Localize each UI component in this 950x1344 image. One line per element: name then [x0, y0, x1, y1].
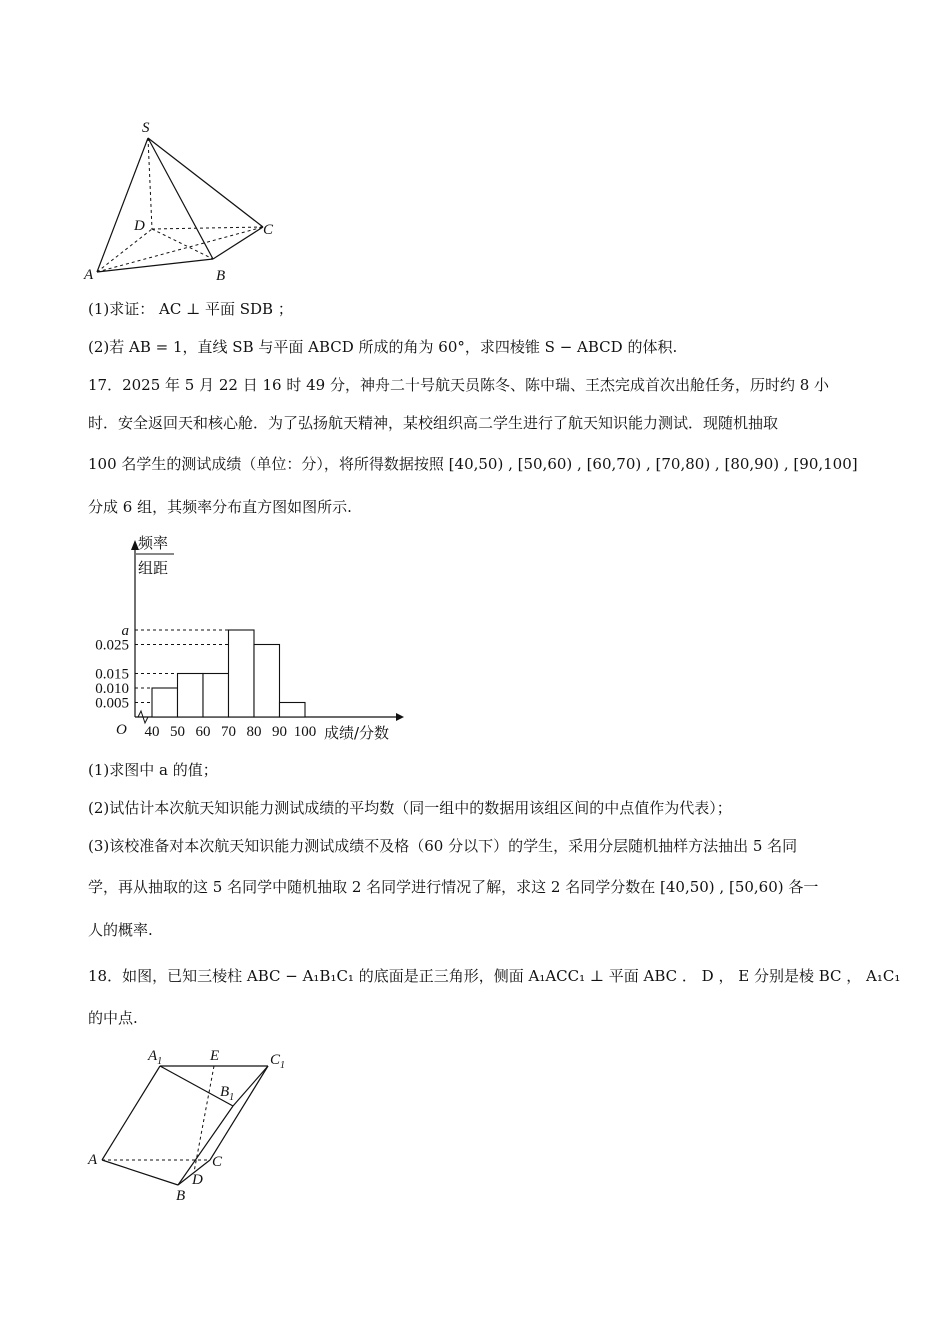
- ytick-label-4: 0.005: [95, 695, 129, 712]
- xtick-label-60: 60: [195, 724, 211, 740]
- vertex-A: A: [84, 267, 94, 283]
- q17-line2: 时．安全返回天和核心舱．为了弘扬航天精神，某校组织高二学生进行了航天知识能力测试．现随机抽取: [88, 414, 779, 432]
- edge-CC1: [210, 1066, 268, 1160]
- q17-part3-line1: (3)该校准备对本次航天知识能力测试成绩不及格（60 分以下）的学生，采用分层随机抽样方法抽出 5 名同: [88, 837, 798, 855]
- vertex-D: D: [134, 218, 145, 234]
- xtick-label-100: 100: [293, 724, 317, 740]
- edge-SB: [148, 138, 213, 259]
- ytick-label-0: a: [121, 623, 129, 639]
- prism-figure: [80, 1040, 300, 1210]
- vertex-E: E: [210, 1048, 220, 1064]
- q17-part3-line2: 学，再从抽取的这 5 名同学中随机抽取 2 名同学进行情况了解，求这 2 名同学分数在 [40,50) , [50,60) 各一: [88, 878, 819, 896]
- q17-line4: 分成 6 组，其频率分布直方图如图所示.: [88, 498, 352, 516]
- q18-line2: 的中点.: [88, 1009, 138, 1027]
- bar-60: [203, 674, 229, 718]
- bar-80: [254, 645, 280, 718]
- q17-part3-line3: 人的概率.: [88, 921, 153, 939]
- q16-part2: (2)若 AB = 1，直线 SB 与平面 ABCD 所成的角为 60°，求四棱锥 S − ABCD 的体积.: [88, 338, 678, 356]
- bar-70: [229, 630, 255, 717]
- xtick-label-90: 90: [272, 724, 287, 740]
- vertex-C1: $C_1$: [270, 1052, 286, 1071]
- xtick-label-70: 70: [221, 724, 236, 740]
- edge-BB1: [178, 1106, 233, 1185]
- vertex-C: C: [263, 222, 274, 238]
- origin-label: O: [116, 722, 127, 738]
- x-axis-arrow: [396, 713, 404, 721]
- ylabel-top: 频率: [138, 534, 169, 552]
- vertex-A: A: [88, 1152, 98, 1168]
- vertex-B: B: [216, 268, 226, 284]
- q17-part1: (1)求图中 a 的值；: [88, 761, 218, 779]
- bar-50: [178, 674, 204, 718]
- q17-line1: 17．2025 年 5 月 22 日 16 时 49 分，神舟二十号航天员陈冬、陈中瑞、王杰完成首次出舱任务，历时约 8 小: [88, 376, 830, 394]
- segment-ED: [194, 1066, 214, 1172]
- bar-40: [152, 688, 178, 717]
- xlabel: 成绩/分数: [324, 724, 390, 742]
- edge-SC: [148, 138, 263, 227]
- vertex-D: D: [192, 1172, 203, 1188]
- diag-AC: [97, 227, 263, 272]
- vertex-B1: $B_1$: [220, 1084, 235, 1103]
- ytick-label-3: 0.010: [95, 681, 129, 697]
- edge-DC: [152, 227, 263, 229]
- vertex-S: S: [142, 120, 150, 136]
- q16-part1: (1)求证： AC ⊥ 平面 SDB ；: [88, 300, 293, 318]
- frequency-histogram: [80, 526, 420, 748]
- xtick-label-40: 40: [144, 724, 160, 740]
- ytick-label-1: 0.025: [95, 637, 129, 654]
- edge-AB: [97, 259, 213, 272]
- pyramid-figure: [80, 112, 290, 292]
- q17-line3: 100 名学生的测试成绩（单位：分），将所得数据按照 [40,50) , [50,60) , [60,70) , [70,80) , [80,90) , [90,100]: [88, 455, 858, 473]
- edge-SD: [148, 138, 152, 229]
- xtick-label-50: 50: [170, 724, 185, 740]
- bar-90: [280, 703, 306, 718]
- edge-AA1: [102, 1066, 160, 1160]
- edge-B1C1: [233, 1066, 268, 1106]
- xtick-label-80: 80: [246, 724, 262, 740]
- vertex-B: B: [176, 1188, 186, 1204]
- ytick-label-2: 0.015: [95, 666, 129, 683]
- vertex-C: C: [212, 1154, 223, 1170]
- edge-BC: [213, 227, 263, 259]
- q18-line1: 18．如图，已知三棱柱 ABC − A₁B₁C₁ 的底面是正三角形，侧面 A₁ACC₁ ⊥ 平面 ABC ． D ， E 分别是棱 BC ， A₁C₁: [88, 967, 901, 985]
- q17-part2: (2)试估计本次航天知识能力测试成绩的平均数（同一组中的数据用该组区间的中点值作为代表）；: [88, 799, 732, 817]
- edge-AB: [102, 1160, 178, 1185]
- vertex-A1: $A_1$: [148, 1048, 163, 1067]
- ylabel-bottom: 组距: [138, 559, 169, 577]
